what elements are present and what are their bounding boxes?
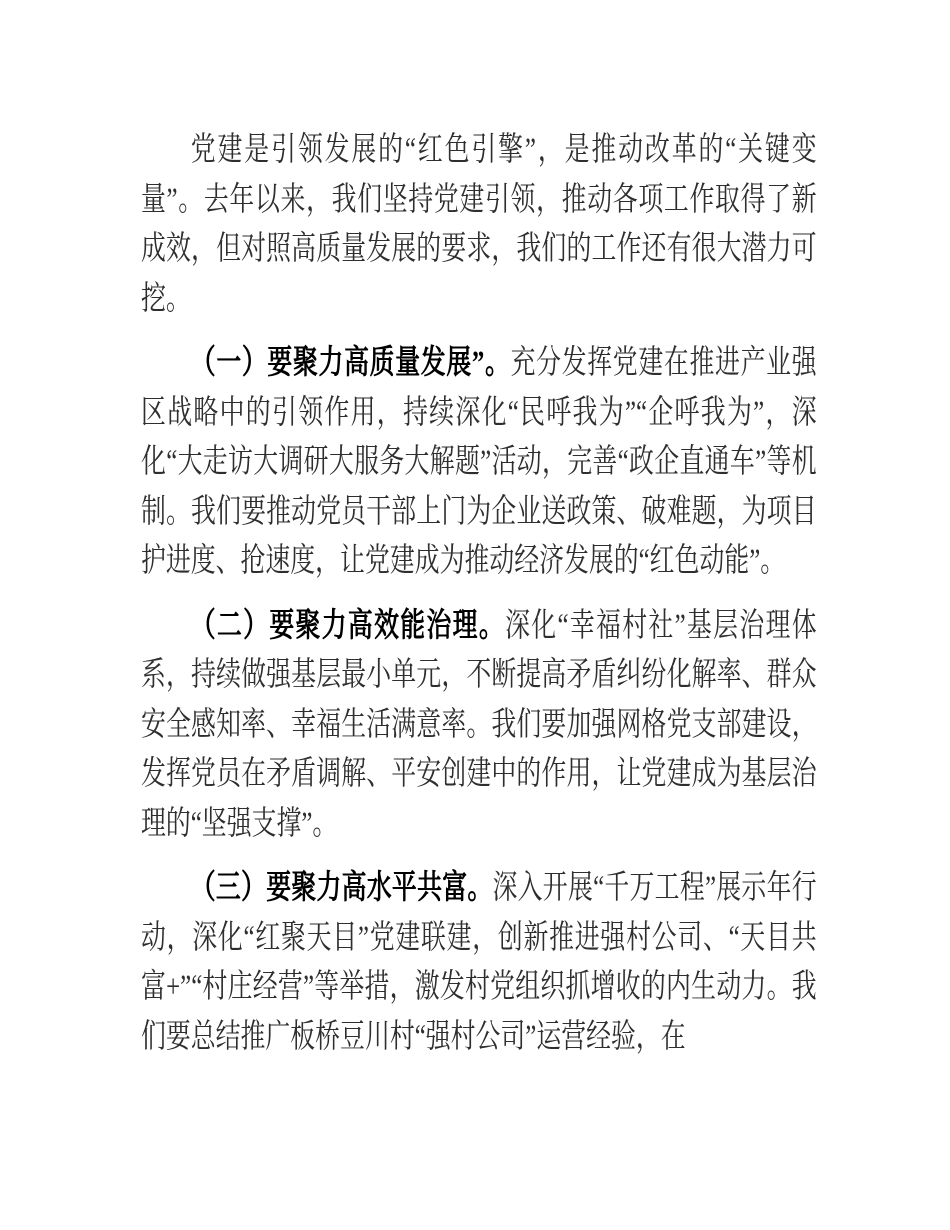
- document-text-block: [141, 126, 817, 1062]
- paragraph: [141, 339, 817, 587]
- paragraph-body: 充分发挥党建在推进产业强区战略中的引领作用，持续深化“民呼我为”“企呼我为”，深化“大走访大调研大服务大解题”活动，完善“政企直通车”等机制。我们要推动党员干部上门为企业送政策、破难题，为项目护进度、抢速度，让党建成为推动经济发展的“红色动能”。: [141, 345, 817, 579]
- paragraph-lead: （二）要聚力高效能治理。: [190, 607, 506, 644]
- paragraph: [141, 602, 817, 850]
- paragraph-body: 深入开展“千万工程”展示年行动，深化“红聚天目”党建联建，创新推进强村公司、“天目共富+”“村庄经营”等举措，激发村党组织抓增收的内生动力。我们要总结推广板桥豆川村“强村公司”运营经验，在: [141, 870, 817, 1055]
- paragraph: [141, 126, 817, 324]
- paragraph-body: 深化“幸福村社”基层治理体系，持续做强基层最小单元，不断提高矛盾纠纷化解率、群众安全感知率、幸福生活满意率。我们要加强网格党支部建设，发挥党员在矛盾调解、平安创建中的作用，让党建成为基层治理的“坚强支撑”。: [141, 607, 817, 842]
- paragraph-body: 党建是引领发展的“红色引擎”，是推动改革的“关键变量”。去年以来，我们坚持党建引领，推动各项工作取得了新成效，但对照高质量发展的要求，我们的工作还有很大潜力可挖。: [141, 132, 817, 317]
- paragraph-lead: （一）要聚力高质量发展”。: [190, 345, 511, 381]
- paragraph: [141, 864, 817, 1062]
- paragraph-lead: （三）要聚力高水平共富。: [190, 870, 493, 906]
